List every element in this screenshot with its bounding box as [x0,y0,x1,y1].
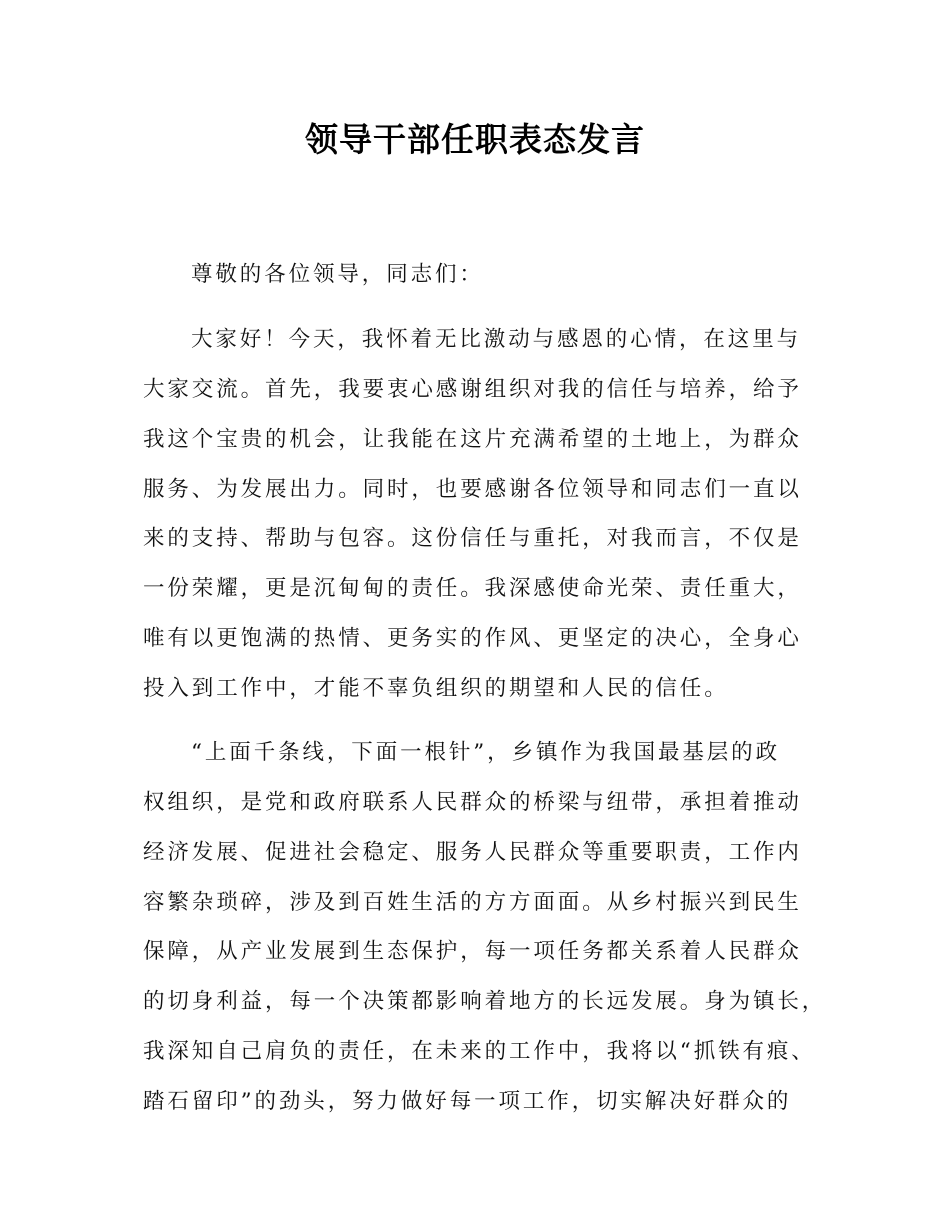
paragraph-2-line-4: 容繁杂琐碎，涉及到百姓生活的方方面面。从乡村振兴到民生 [143,890,802,915]
paragraph-1-line-5: 来的支持、帮助与包容。这份信任与重托，对我而言，不仅是 [143,526,802,551]
paragraph-1-line-7: 唯有以更饱满的热情、更务实的作风、更坚定的决心，全身心 [143,626,802,651]
paragraph-2-line-7: 我深知自己肩负的责任，在未来的工作中，我将以“抓铁有痕、 [143,1039,816,1064]
paragraph-2-line-3: 经济发展、促进社会稳定、服务人民群众等重要职责，工作内 [143,840,802,865]
paragraph-1-line-2: 大家交流。首先，我要衷心感谢组织对我的信任与培养，给予 [143,377,802,402]
document-title: 领导干部任职表态发言 [305,120,645,159]
salutation-line: 尊敬的各位领导，同志们： [191,262,484,287]
paragraph-1-line-4: 服务、为发展出力。同时，也要感谢各位领导和同志们一直以 [143,477,802,502]
paragraph-1-line-6: 一份荣耀，更是沉甸甸的责任。我深感使命光荣、责任重大， [143,576,802,601]
paragraph-2-line-5: 保障，从产业发展到生态保护，每一项任务都关系着人民群众 [143,939,802,964]
paragraph-2-line-6: 的切身利益，每一个决策都影响着地方的长远发展。身为镇长， [143,989,827,1014]
paragraph-1-line-3: 我这个宝贵的机会，让我能在这片充满希望的土地上，为群众 [143,427,802,452]
paragraph-2-line-8: 踏石留印”的劲头，努力做好每一项工作，切实解决好群众的 [143,1089,792,1114]
paragraph-2-line-1: “上面千条线，下面一根针”，乡镇作为我国最基层的政 [191,740,780,765]
paragraph-2-line-2: 权组织，是党和政府联系人民群众的桥梁与纽带，承担着推动 [143,790,802,815]
paragraph-1-line-1: 大家好！今天，我怀着无比激动与感恩的心情，在这里与 [191,327,802,352]
paragraph-1-line-8: 投入到工作中，才能不辜负组织的期望和人民的信任。 [143,676,729,701]
